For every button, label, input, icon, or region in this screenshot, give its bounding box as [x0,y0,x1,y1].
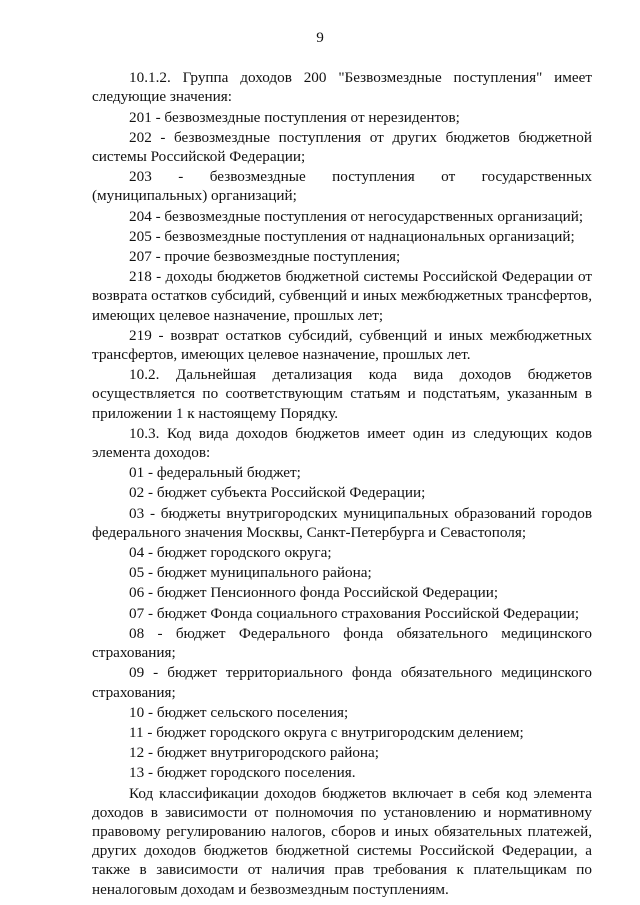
page-number: 9 [316,29,324,46]
list-item-08: 08 - бюджет Федерального фонда обязательного медицинского страхования; [92,624,592,662]
list-item-07: 07 - бюджет Фонда социального страхования Российской Федерации; [129,604,580,622]
list-item-03: 03 - бюджеты внутригородских муниципальных образований городов федерального значения Москвы, Санкт-Петербурга и Севастополя; [92,504,592,541]
paragraph-10-3: 10.3. Код вида доходов бюджетов имеет один из следующих кодов элемента доходов: [92,424,592,462]
list-item-06: 06 - бюджет Пенсионного фонда Российской Федерации; [129,584,499,602]
paragraph-10-1-2: 10.1.2. Группа доходов 200 "Безвозмездные поступления" имеет следующие значения: [92,69,592,106]
list-item-05: 05 - бюджет муниципального района; [129,564,372,582]
list-item-203: 203 - безвозмездные поступления от государственных (муниципальных) организаций; [92,168,592,205]
document-body [92,68,592,899]
list-item-09: 09 - бюджет территориального фонда обязательного медицинского страхования; [92,664,592,701]
list-item-13: 13 - бюджет городского поселения. [129,764,356,782]
paragraph-classification-code: Код классификации доходов бюджетов включает в себя код элемента доходов в зависимости от полномочия по установлению и нормативному правовому регулированию налогов, сборов и иных обязательных платежей, других доходов бюджетов бюджетной системы Российской Федерации, а также в зависимости от наличия прав требования к плательщикам по неналоговым доходам и безвозмездным поступлениям. [92,784,592,898]
list-item-201: 201 - безвозмездные поступления от нерезидентов; [129,108,460,126]
list-item-207: 207 - прочие безвозмездные поступления; [129,248,401,266]
list-item-11: 11 - бюджет городского округа с внутригородским делением; [129,723,524,741]
paragraph-10-2: 10.2. Дальнейшая детализация кода вида доходов бюджетов осуществляется по соответствующим статьям и подстатьям, указанным в приложении 1 к настоящему Порядку. [92,366,592,422]
list-item-12: 12 - бюджет внутригородского района; [129,744,380,762]
list-item-204: 204 - безвозмездные поступления от негосударственных организаций; [129,207,584,225]
list-item-10: 10 - бюджет сельского поселения; [129,703,349,721]
list-item-01: 01 - федеральный бюджет; [129,464,301,482]
list-item-02: 02 - бюджет субъекта Российской Федерации; [129,484,426,502]
list-item-04: 04 - бюджет городского округа; [129,544,332,562]
list-item-218: 218 - доходы бюджетов бюджетной системы Российской Федерации от возврата остатков субсидий, субвенций и иных межбюджетных трансфертов, имеющих целевое назначение, прошлых лет; [92,268,592,324]
list-item-202: 202 - безвозмездные поступления от других бюджетов бюджетной системы Российской Федерации; [92,128,592,166]
list-item-205: 205 - безвозмездные поступления от наднациональных организаций; [129,227,575,245]
list-item-219: 219 - возврат остатков субсидий, субвенций и иных межбюджетных трансфертов, имеющих целевое назначение, прошлых лет. [92,326,592,364]
